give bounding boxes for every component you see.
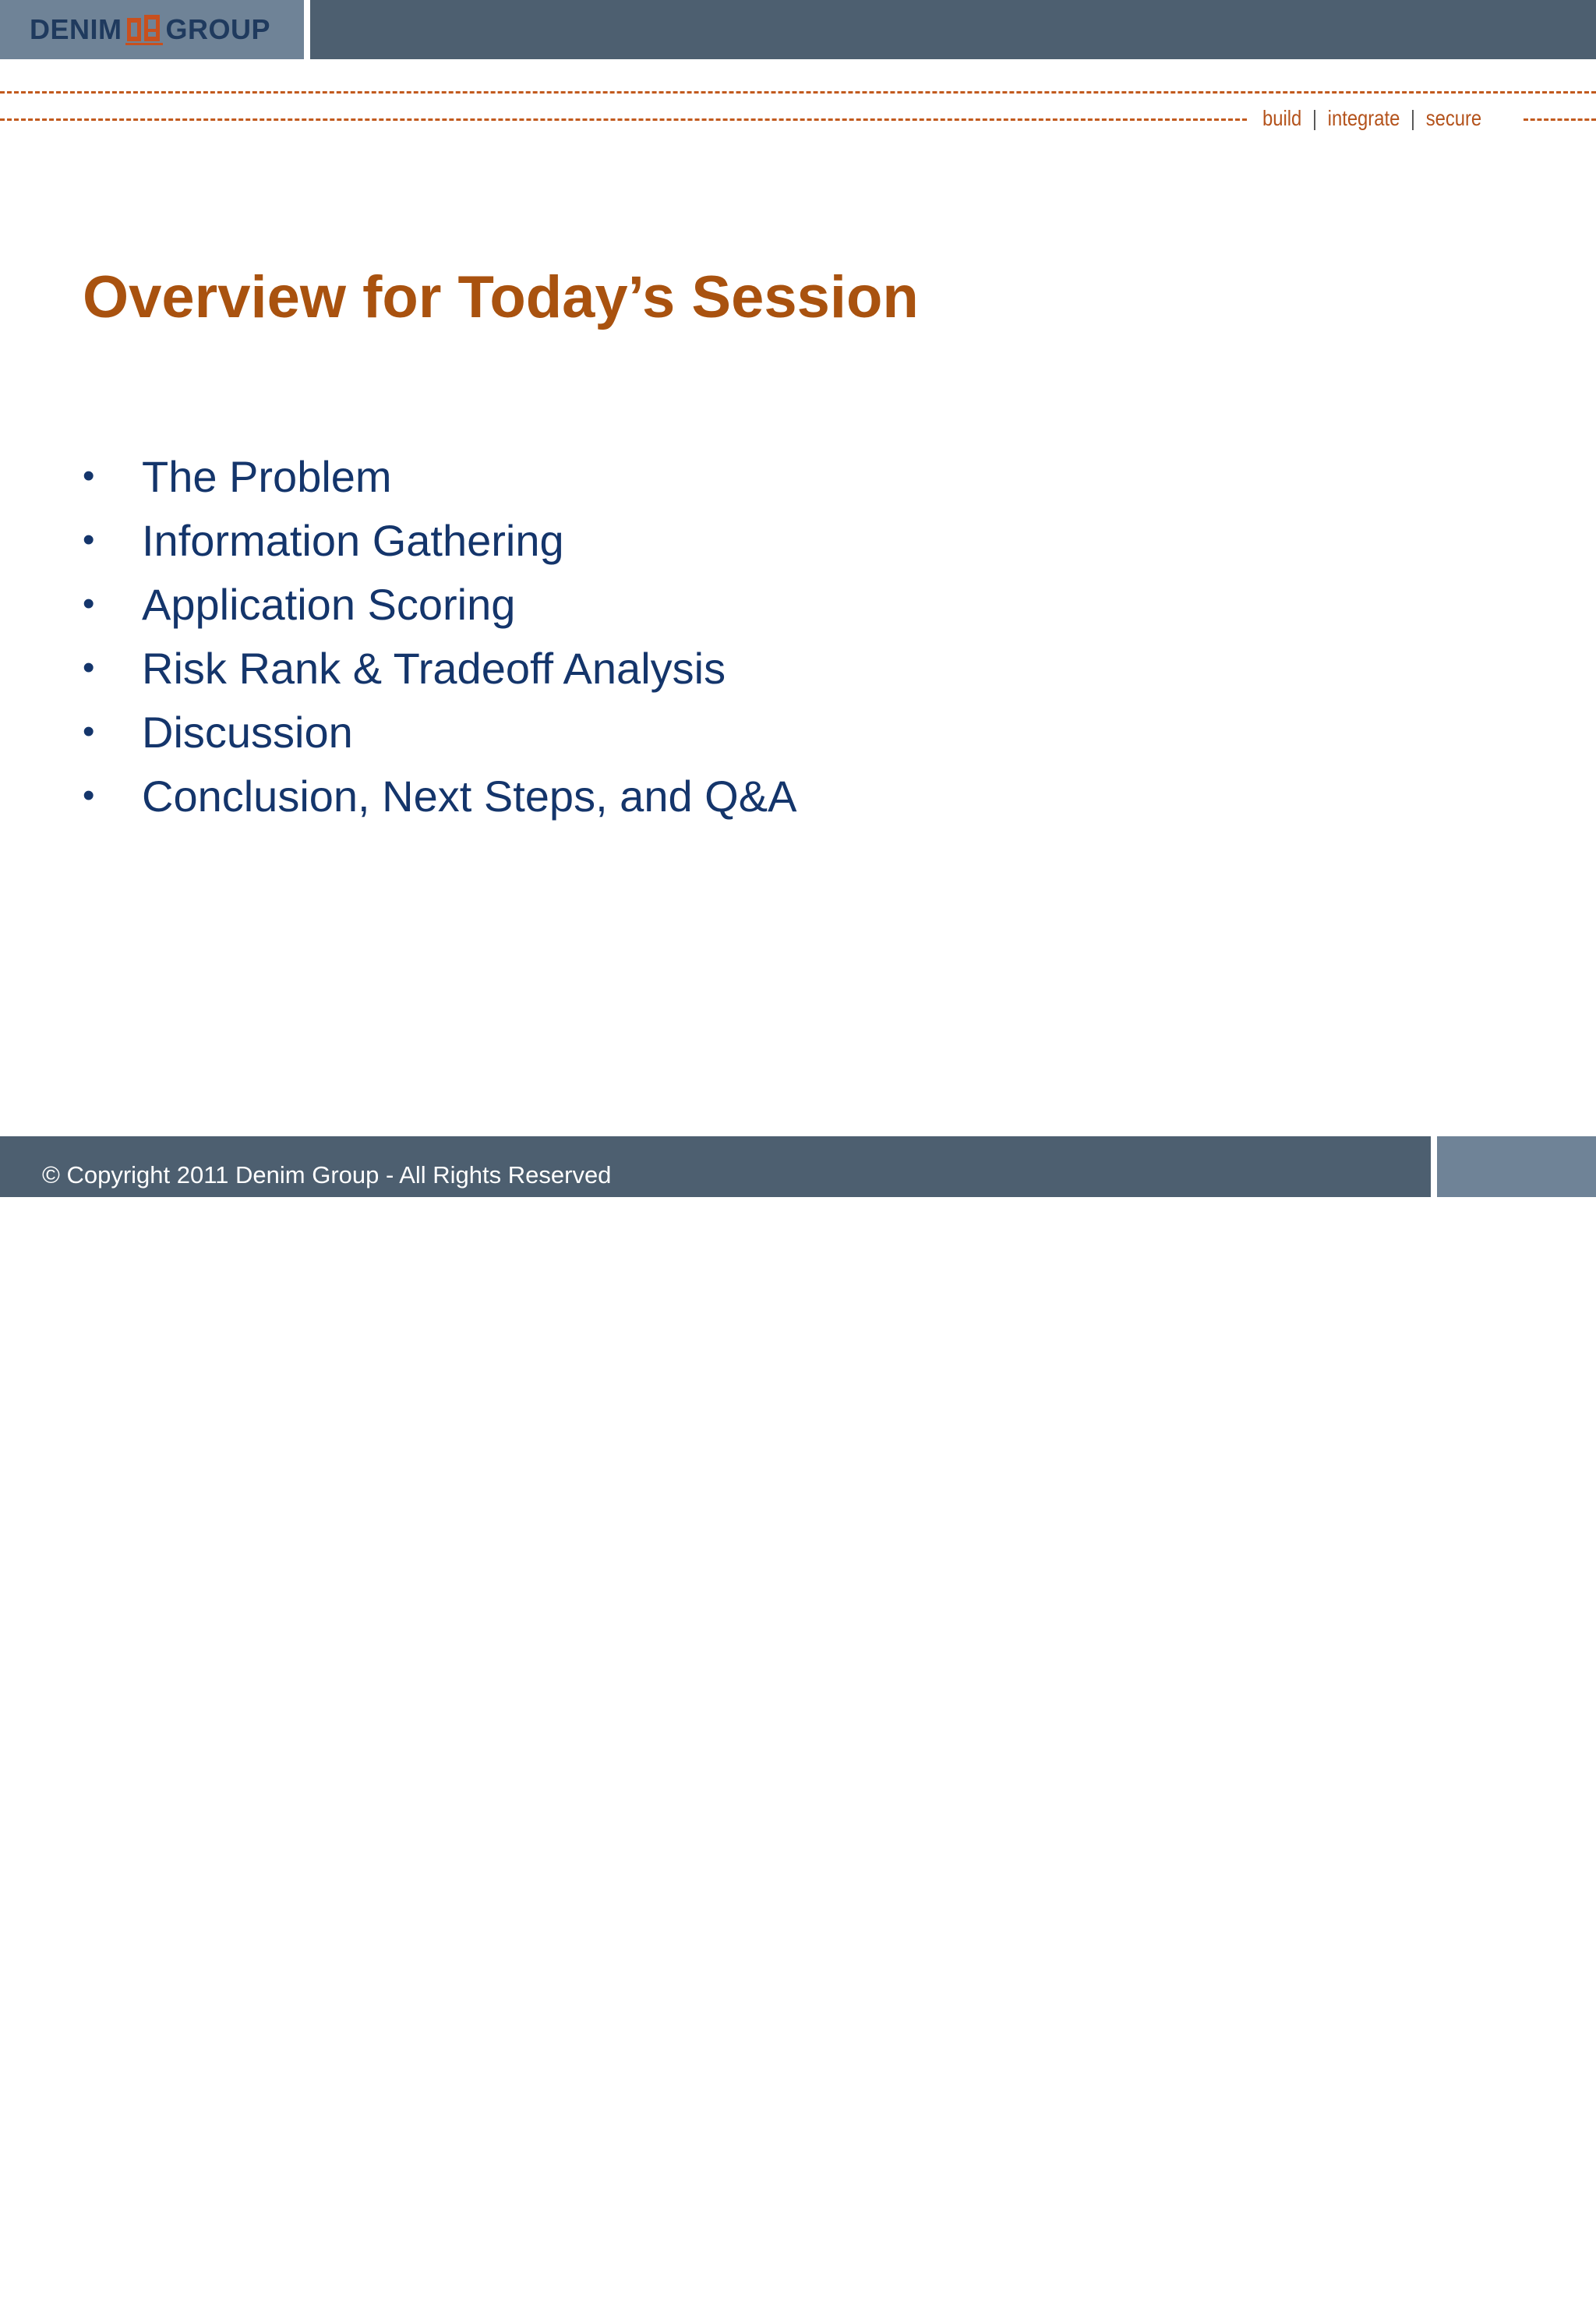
page-number: 1 [1565,2288,1579,2316]
copyright-notice: © Copyright 2011 Denim Group - All Rights Reserved [42,1161,612,1189]
agenda-item [83,764,796,828]
tagline-separator: | [1312,106,1318,130]
tagline-build: build [1262,106,1302,130]
agenda-item-text: Information Gathering [142,515,564,565]
tagline-integrate: integrate [1327,106,1400,130]
dashed-rule-bottom-right [1524,118,1596,121]
agenda-item-text: The Problem [142,451,392,501]
logo-text-denim: DENIM [30,13,122,45]
agenda-item [83,444,796,508]
bullet-icon: • [83,776,95,814]
bullet-icon: • [83,712,95,751]
agenda-item-text: Application Scoring [142,579,516,629]
bullet-icon: • [83,585,95,623]
tagline [1262,106,1481,131]
tagline-separator: | [1410,106,1416,130]
dashed-rule-bottom-left [0,118,1247,121]
slide-title: Overview for Today’s Session [83,264,919,330]
bullet-icon: • [83,457,95,495]
logo-text-group: GROUP [165,13,271,45]
agenda-item [83,508,796,572]
bullet-icon: • [83,521,95,559]
agenda-item [83,700,796,764]
agenda-item-text: Discussion [142,707,353,757]
agenda-list [83,444,796,828]
page-number-box [1437,1136,1596,2316]
bullet-icon: • [83,648,95,687]
agenda-item-text: Risk Rank & Tradeoff Analysis [142,643,726,693]
agenda-item-text: Conclusion, Next Steps, and Q&A [142,771,797,821]
company-logo [0,0,304,59]
denim-group-dg-logo-icon [125,13,163,46]
agenda-item [83,572,796,636]
tagline-secure: secure [1425,106,1482,130]
dashed-rule-top [0,91,1596,94]
agenda-item [83,636,796,700]
